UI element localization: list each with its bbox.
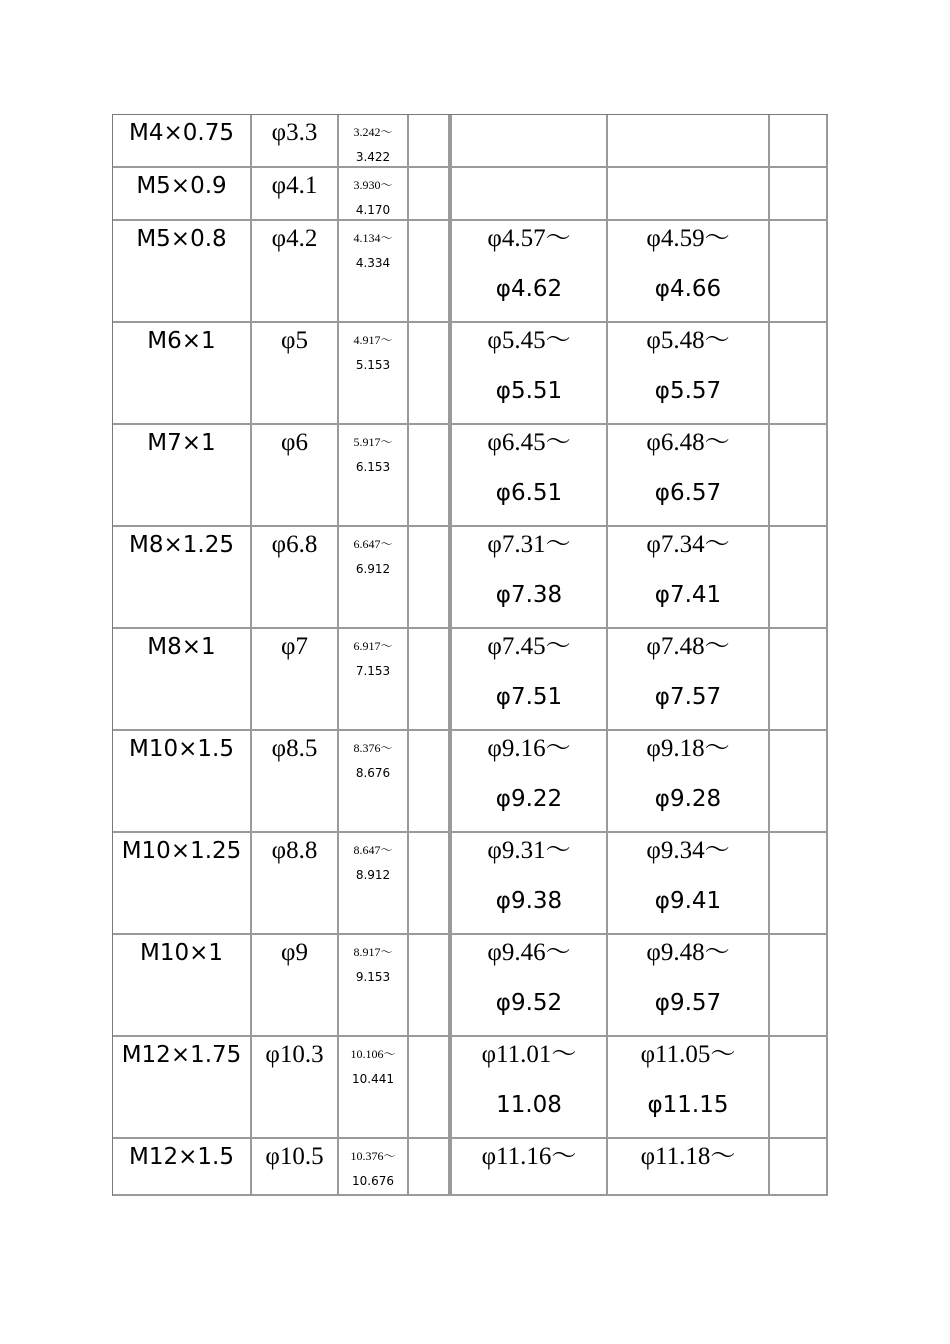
drill-diameter: φ8.5: [271, 735, 318, 762]
minor-diameter-range-cell: [339, 1037, 409, 1139]
minor-diameter-min: 4.917～: [353, 333, 393, 347]
tolerance-b-max: φ7.41: [654, 582, 722, 608]
tolerance-a-cell: [450, 731, 608, 833]
table-row: [113, 527, 828, 629]
tolerance-a-min: φ7.31～: [487, 531, 571, 558]
thread-size: M10×1.25: [121, 838, 242, 864]
tolerance-b-min: φ11.05～: [640, 1041, 736, 1068]
empty-cell: [409, 323, 450, 425]
empty-cell: [770, 1037, 828, 1139]
tolerance-b-min: φ9.34～: [646, 837, 730, 864]
drill-diameter: φ10.3: [265, 1041, 324, 1068]
tolerance-b-cell: [608, 833, 770, 935]
minor-diameter-range-cell: [339, 425, 409, 527]
minor-diameter-range-cell: [339, 115, 409, 168]
tolerance-b-max: φ9.41: [654, 888, 722, 914]
drill-diameter-cell: [252, 1037, 339, 1139]
minor-diameter-min: 10.106～: [350, 1047, 396, 1061]
minor-diameter-max: 9.153: [355, 970, 391, 984]
drill-diameter-cell: [252, 527, 339, 629]
tolerance-b-cell: [608, 115, 770, 168]
table-row: [113, 115, 828, 168]
empty-cell: [770, 833, 828, 935]
thread-size-cell: [113, 1139, 252, 1196]
tolerance-b-max: φ6.57: [654, 480, 722, 506]
tolerance-a-max: φ9.52: [495, 990, 563, 1016]
table-row: [113, 323, 828, 425]
drill-diameter: φ4.1: [271, 172, 318, 199]
tolerance-b-cell: [608, 1037, 770, 1139]
thread-size-cell: [113, 833, 252, 935]
table-row: [113, 1139, 828, 1196]
drill-diameter-cell: [252, 221, 339, 323]
drill-diameter: φ4.2: [271, 225, 318, 252]
empty-cell: [409, 168, 450, 221]
tolerance-b-cell: [608, 168, 770, 221]
minor-diameter-range-cell: [339, 935, 409, 1037]
tolerance-b-min: φ5.48～: [646, 327, 730, 354]
tolerance-a-max: φ7.51: [495, 684, 563, 710]
tolerance-b-cell: [608, 221, 770, 323]
thread-size-cell: [113, 527, 252, 629]
thread-size-cell: [113, 731, 252, 833]
tolerance-b-max: φ9.57: [654, 990, 722, 1016]
tolerance-a-max: φ9.22: [495, 786, 563, 812]
minor-diameter-max: 4.334: [355, 256, 391, 270]
minor-diameter-range-cell: [339, 527, 409, 629]
empty-cell: [770, 115, 828, 168]
minor-diameter-max: 3.422: [355, 150, 391, 164]
minor-diameter-min: 3.930～: [353, 178, 393, 192]
tolerance-b-min: φ4.59～: [646, 225, 730, 252]
thread-drill-table: [112, 114, 828, 1196]
minor-diameter-max: 6.153: [355, 460, 391, 474]
table-row: [113, 629, 828, 731]
empty-cell: [409, 629, 450, 731]
tolerance-b-cell: [608, 935, 770, 1037]
tolerance-b-cell: [608, 527, 770, 629]
table-row: [113, 168, 828, 221]
minor-diameter-min: 5.917～: [353, 435, 393, 449]
thread-size-cell: [113, 425, 252, 527]
tolerance-a-min: φ7.45～: [487, 633, 571, 660]
thread-size: M7×1: [147, 430, 216, 456]
empty-cell: [409, 425, 450, 527]
minor-diameter-max: 8.676: [355, 766, 391, 780]
tolerance-a-max: φ9.38: [495, 888, 563, 914]
tolerance-b-max: φ11.15: [647, 1092, 729, 1118]
drill-diameter: φ3.3: [271, 119, 318, 146]
tolerance-a-cell: [450, 115, 608, 168]
drill-diameter-cell: [252, 425, 339, 527]
tolerance-a-cell: [450, 629, 608, 731]
tolerance-b-cell: [608, 1139, 770, 1196]
table-row: [113, 935, 828, 1037]
tolerance-a-min: φ4.57～: [487, 225, 571, 252]
tolerance-a-min: φ11.16～: [481, 1143, 577, 1170]
minor-diameter-range-cell: [339, 323, 409, 425]
thread-size: M12×1.75: [121, 1042, 242, 1068]
empty-cell: [409, 1037, 450, 1139]
drill-diameter: φ7: [281, 633, 308, 660]
tolerance-b-max: φ7.57: [654, 684, 722, 710]
drill-diameter: φ10.5: [265, 1143, 324, 1170]
minor-diameter-min: 4.134～: [353, 231, 393, 245]
tolerance-a-max: φ7.38: [495, 582, 563, 608]
minor-diameter-max: 6.912: [355, 562, 391, 576]
tolerance-a-cell: [450, 323, 608, 425]
drill-diameter-cell: [252, 1139, 339, 1196]
empty-cell: [770, 323, 828, 425]
empty-cell: [409, 935, 450, 1037]
drill-diameter-cell: [252, 935, 339, 1037]
tolerance-b-min: φ6.48～: [646, 429, 730, 456]
empty-cell: [770, 731, 828, 833]
thread-size-cell: [113, 221, 252, 323]
thread-size: M10×1.5: [129, 736, 234, 762]
tolerance-b-min: φ9.18～: [646, 735, 730, 762]
drill-diameter-cell: [252, 731, 339, 833]
minor-diameter-min: 8.647～: [353, 843, 393, 857]
tolerance-a-cell: [450, 1037, 608, 1139]
tolerance-a-cell: [450, 833, 608, 935]
tolerance-b-max: φ9.28: [654, 786, 722, 812]
minor-diameter-min: 6.647～: [353, 537, 393, 551]
minor-diameter-max: 10.676: [352, 1174, 394, 1188]
drill-diameter-cell: [252, 168, 339, 221]
empty-cell: [409, 1139, 450, 1196]
tolerance-a-max: φ4.62: [495, 276, 563, 302]
tolerance-a-cell: [450, 935, 608, 1037]
tolerance-a-max: φ6.51: [495, 480, 563, 506]
thread-size-cell: [113, 168, 252, 221]
tolerance-b-min: φ9.48～: [646, 939, 730, 966]
thread-size-cell: [113, 629, 252, 731]
tolerance-a-cell: [450, 168, 608, 221]
minor-diameter-min: 6.917～: [353, 639, 393, 653]
thread-size: M8×1.25: [129, 532, 234, 558]
minor-diameter-range-cell: [339, 1139, 409, 1196]
tolerance-a-max: φ5.51: [495, 378, 563, 404]
thread-size: M8×1: [147, 634, 216, 660]
drill-diameter-cell: [252, 323, 339, 425]
empty-cell: [409, 527, 450, 629]
thread-size: M4×0.75: [129, 120, 234, 146]
drill-diameter: φ9: [281, 939, 308, 966]
thread-size: M5×0.8: [136, 226, 227, 252]
tolerance-a-cell: [450, 425, 608, 527]
empty-cell: [770, 168, 828, 221]
thread-size-cell: [113, 935, 252, 1037]
thread-size-cell: [113, 323, 252, 425]
tolerance-a-cell: [450, 221, 608, 323]
empty-cell: [770, 1139, 828, 1196]
drill-diameter-cell: [252, 833, 339, 935]
tolerance-a-min: φ11.01～: [481, 1041, 577, 1068]
minor-diameter-max: 10.441: [352, 1072, 394, 1086]
empty-cell: [770, 425, 828, 527]
minor-diameter-max: 7.153: [355, 664, 391, 678]
empty-cell: [409, 731, 450, 833]
minor-diameter-range-cell: [339, 168, 409, 221]
empty-cell: [409, 833, 450, 935]
tolerance-a-min: φ5.45～: [487, 327, 571, 354]
tolerance-a-min: φ9.16～: [487, 735, 571, 762]
minor-diameter-range-cell: [339, 731, 409, 833]
minor-diameter-range-cell: [339, 221, 409, 323]
thread-size: M5×0.9: [136, 173, 227, 199]
table-row: [113, 1037, 828, 1139]
tolerance-b-cell: [608, 425, 770, 527]
minor-diameter-range-cell: [339, 833, 409, 935]
empty-cell: [770, 935, 828, 1037]
tolerance-a-min: φ6.45～: [487, 429, 571, 456]
tolerance-b-min: φ11.18～: [640, 1143, 736, 1170]
thread-size: M10×1: [139, 940, 223, 966]
drill-diameter-cell: [252, 115, 339, 168]
tolerance-b-min: φ7.48～: [646, 633, 730, 660]
thread-size-cell: [113, 115, 252, 168]
empty-cell: [409, 221, 450, 323]
drill-diameter: φ6.8: [271, 531, 318, 558]
minor-diameter-max: 4.170: [355, 203, 391, 217]
tolerance-b-max: φ4.66: [654, 276, 722, 302]
table-body: [113, 115, 828, 1196]
tolerance-b-cell: [608, 323, 770, 425]
minor-diameter-max: 5.153: [355, 358, 391, 372]
tolerance-a-max: 11.08: [496, 1092, 562, 1118]
minor-diameter-min: 3.242～: [353, 125, 393, 139]
table-row: [113, 731, 828, 833]
minor-diameter-min: 8.376～: [353, 741, 393, 755]
minor-diameter-min: 8.917～: [353, 945, 393, 959]
empty-cell: [770, 221, 828, 323]
empty-cell: [770, 629, 828, 731]
empty-cell: [409, 115, 450, 168]
table-row: [113, 221, 828, 323]
table-row: [113, 425, 828, 527]
tolerance-a-min: φ9.31～: [487, 837, 571, 864]
empty-cell: [770, 527, 828, 629]
minor-diameter-range-cell: [339, 629, 409, 731]
tolerance-b-min: φ7.34～: [646, 531, 730, 558]
tolerance-b-max: φ5.57: [654, 378, 722, 404]
tolerance-a-min: φ9.46～: [487, 939, 571, 966]
drill-diameter: φ5: [281, 327, 308, 354]
tolerance-a-cell: [450, 527, 608, 629]
thread-size-cell: [113, 1037, 252, 1139]
tolerance-b-cell: [608, 629, 770, 731]
table-row: [113, 833, 828, 935]
tolerance-b-cell: [608, 731, 770, 833]
drill-diameter: φ8.8: [271, 837, 318, 864]
drill-diameter: φ6: [281, 429, 308, 456]
minor-diameter-max: 8.912: [355, 868, 391, 882]
drill-diameter-cell: [252, 629, 339, 731]
thread-size: M6×1: [147, 328, 216, 354]
tolerance-a-cell: [450, 1139, 608, 1196]
thread-size: M12×1.5: [129, 1144, 234, 1170]
minor-diameter-min: 10.376～: [350, 1149, 396, 1163]
